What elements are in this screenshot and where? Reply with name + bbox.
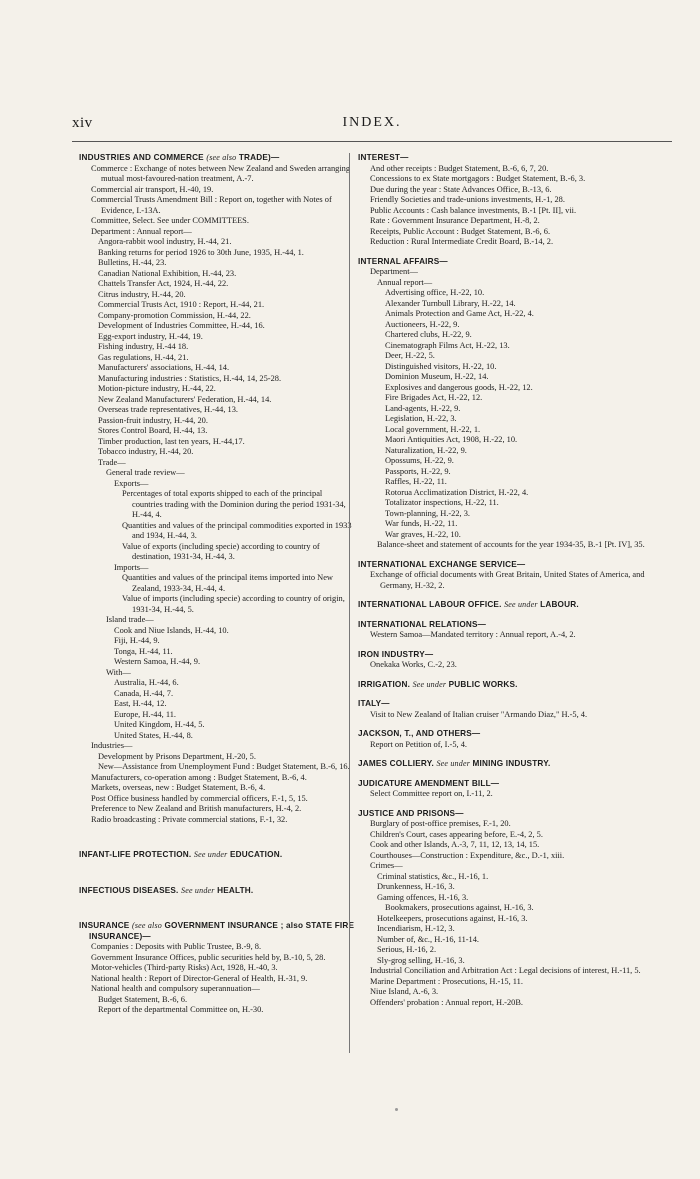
index-subentry: Preference to New Zealand and British manufacturers, H.-4, 2. (91, 804, 302, 813)
heading-text: INTERNAL AFFAIRS— (358, 256, 448, 266)
index-subentry: Imports— (114, 562, 149, 572)
index-entry (358, 680, 658, 691)
index-subentry: Radio broadcasting : Private commercial stations, F.-1, 32. (91, 814, 288, 824)
cross-ref-note: See under (436, 759, 471, 768)
heading-text: IRRIGATION. (358, 679, 411, 689)
index-subentry: Stores Control Board, H.-44, 13. (98, 426, 208, 435)
index-subentry: Fiji, H.-44, 9. (114, 636, 160, 645)
index-subentry: Courthouses—Construction : Expenditure, &c., D.-1, xiii. (370, 850, 565, 860)
index-subentry: Tobacco industry, H.-44, 20. (98, 447, 194, 456)
cross-ref-note: See under (504, 600, 538, 609)
index-entry (79, 850, 355, 861)
heading-text: ITALY— (358, 699, 390, 708)
heading-text: INTERNATIONAL LABOUR OFFICE. (358, 600, 502, 609)
index-subentry: Australia, H.-44, 6. (114, 678, 179, 687)
index-entry (358, 257, 658, 551)
entry-heading (358, 600, 658, 611)
index-subentry: Exchange of official documents with Great Britain, United States of America, and Germany, H.-32, 2. (370, 570, 645, 590)
index-subentry: Sly-grog selling, H.-16, 3. (377, 955, 465, 965)
index-subentry: Annual report— (377, 277, 433, 287)
index-subentry: Overseas trade representatives, H.-44, 13. (98, 405, 238, 414)
index-subentry: Quantities and values of the principal commodities exported in 1933 and 1934, H.-44, 3. (122, 520, 352, 540)
index-subentry: Onekaka Works, C.-2, 23. (370, 660, 457, 669)
index-subentry: Gaming offences, H.-16, 3. (377, 892, 469, 902)
heading-text: JACKSON, T., AND OTHERS— (358, 729, 481, 738)
index-subentry: Gas regulations, H.-44, 21. (98, 352, 189, 362)
index-subentry: United Kingdom, H.-44, 5. (114, 720, 205, 729)
entry-heading (79, 886, 355, 897)
cross-ref-target: TRADE)— (238, 153, 280, 162)
index-entry (358, 600, 658, 611)
index-subentry: Deer, H.-22, 5. (385, 351, 435, 360)
entry-spacer (79, 905, 355, 921)
index-subentry: New—Assistance from Unemployment Fund : Budget Statement, B.-6, 16. (98, 762, 350, 771)
index-subentry: Timber production, last ten years, H.-44,17. (98, 436, 245, 446)
right-column (358, 153, 658, 1017)
index-subentry: Totalizator inspections, H.-22, 11. (385, 498, 499, 507)
index-subentry: Motion-picture industry, H.-44, 22. (98, 384, 216, 393)
heading-text: JUDICATURE AMENDMENT BILL— (358, 778, 500, 788)
index-subentry: Hotelkeepers, prosecutions against, H.-16, 3. (377, 913, 528, 923)
index-subentry: Explosives and dangerous goods, H.-22, 12. (385, 382, 533, 392)
index-subentry: Land-agents, H.-22, 9. (385, 403, 461, 413)
index-entry (358, 650, 658, 671)
index-subentry: Commerce : Exchange of notes between New Zealand and Sweden arranging mutual most-favoured-nation treatment, A.-7. (91, 163, 351, 183)
cross-ref-note: See under (181, 885, 215, 895)
index-subentry: Budget Statement, B.-6, 6. (98, 994, 188, 1004)
index-subentry: Industrial Conciliation and Arbitration Act : Legal decisions of interest, H.-11, 5. (370, 966, 641, 975)
entry-heading (358, 779, 658, 790)
page-number: xiv (72, 115, 93, 131)
entry-spacer (79, 834, 355, 850)
index-subentry: Europe, H.-44, 11. (114, 709, 177, 719)
index-subentry: Reduction : Rural Intermediate Credit Board, B.-14, 2. (370, 237, 554, 246)
index-subentry: Island trade— (106, 615, 154, 624)
index-subentry: Dominion Museum, H.-22, 14. (385, 372, 489, 381)
index-entry (79, 153, 355, 825)
index-subentry: Company-promotion Commission, H.-44, 22. (98, 310, 251, 320)
index-subentry: Criminal statistics, &c., H.-16, 1. (377, 871, 489, 881)
index-subentry: Maori Antiquities Act, 1908, H.-22, 10. (385, 435, 518, 444)
page-title: INDEX. (342, 115, 402, 130)
index-subentry: Rate : Government Insurance Department, H.-8, 2. (370, 216, 540, 225)
index-subentry: Banking returns for period 1926 to 30th June, 1935, H.-44, 1. (98, 247, 304, 257)
index-entry (358, 699, 658, 720)
index-subentry: Value of imports (including specie) according to country of origin, 1931-34, H.-44, 5. (122, 594, 345, 614)
index-subentry: Marine Department : Prosecutions, H.-15, 11. (370, 976, 523, 986)
index-entry (358, 620, 658, 641)
index-subentry: Cinematograph Films Act, H.-22, 13. (385, 340, 510, 350)
index-subentry: Concessions to ex State mortgagors : Budget Statement, B.-6, 3. (370, 174, 586, 183)
cross-ref-target: LABOUR. (540, 600, 579, 609)
ink-mark (395, 1108, 398, 1111)
index-subentry: Committee, Select. See under COMMITTEES. (91, 216, 249, 225)
index-subentry: Fire Brigades Act, H.-22, 12. (385, 393, 483, 402)
entry-spacer (79, 870, 355, 886)
index-subentry: Town-planning, H.-22, 3. (385, 508, 471, 518)
index-subentry: Western Samoa—Mandated territory : Annual report, A.-4, 2. (370, 630, 576, 639)
index-subentry: Visit to New Zealand of Italian cruiser "Armando Diaz," H.-5, 4. (370, 709, 588, 719)
index-subentry: Serious, H.-16, 2. (377, 945, 437, 954)
index-subentry: With— (106, 667, 131, 677)
index-subentry: Department : Annual report— (91, 226, 192, 236)
index-subentry: War graves, H.-22, 10. (385, 529, 461, 539)
index-subentry: Friendly Societies and trade-unions investments, H.-1, 28. (370, 195, 565, 204)
index-subentry: Public Accounts : Cash balance investments, B.-1 [Pt. II], vii. (370, 205, 577, 215)
index-subentry: Alexander Turnbull Library, H.-22, 14. (385, 298, 516, 308)
index-subentry: Angora-rabbit wool industry, H.-44, 21. (98, 237, 232, 246)
cross-ref-target: HEALTH. (217, 885, 254, 895)
heading-text: JUSTICE AND PRISONS— (358, 808, 464, 818)
entry-heading (358, 650, 658, 661)
index-subentry: Incendiarism, H.-12, 3. (377, 924, 455, 933)
page-header (72, 115, 672, 137)
entry-heading (358, 257, 658, 268)
index-subentry: Percentages of total exports shipped to each of the principal countries trading with the Dominion during the period 1931-34, H.-44, 4. (122, 489, 346, 519)
index-subentry: And other receipts : Budget Statement, B.-6, 6, 7, 20. (370, 163, 549, 173)
index-subentry: General trade review— (106, 468, 185, 477)
index-subentry: New Zealand Manufacturers' Federation, H.-44, 14. (98, 394, 272, 404)
index-subentry: Citrus industry, H.-44, 20. (98, 289, 186, 299)
index-subentry: Crimes— (370, 861, 403, 870)
index-subentry: Exports— (114, 478, 149, 488)
entry-heading (358, 759, 658, 770)
entry-heading (79, 153, 355, 164)
index-subentry: Development of Industries Committee, H.-44, 16. (98, 321, 265, 330)
index-subentry: Animals Protection and Game Act, H.-22, 4. (385, 309, 534, 318)
entry-heading (358, 153, 658, 164)
index-subentry: Cook and other Islands, A.-3, 7, 11, 12, 13, 14, 15. (370, 840, 540, 849)
index-subentry: War funds, H.-22, 11. (385, 519, 458, 528)
index-subentry: Department— (370, 267, 418, 276)
index-subentry: Auctioneers, H.-22, 9. (385, 319, 460, 329)
index-subentry: Offenders' probation : Annual report, H.-20B. (370, 997, 524, 1007)
index-subentry: Canada, H.-44, 7. (114, 688, 174, 698)
index-subentry: National health : Report of Director-General of Health, H.-31, 9. (91, 973, 308, 983)
index-entry (358, 560, 658, 592)
index-subentry: East, H.-44, 12. (114, 699, 167, 708)
entry-heading (358, 729, 658, 740)
index-subentry: Advertising office, H.-22, 10. (385, 288, 485, 297)
heading-text: INDUSTRIES AND COMMERCE (79, 153, 204, 162)
index-subentry: Tonga, H.-44, 11. (114, 646, 173, 656)
index-subentry: Markets, overseas, new : Budget Statement, B.-6, 4. (91, 783, 266, 792)
index-subentry: Raffles, H.-22, 11. (385, 477, 447, 486)
index-subentry: Receipts, Public Account : Budget Statement, B.-6, 6. (370, 226, 551, 236)
index-subentry: Select Committee report on, I.-11, 2. (370, 789, 493, 798)
index-subentry: Motor-vehicles (Third-party Risks) Act, 1928, H.-40, 3. (91, 963, 278, 972)
cross-ref-note: (see also (131, 921, 162, 930)
cross-ref-target: GOVERNMENT INSURANCE ; also STATE FIRE INSURANCE)— (89, 921, 355, 941)
index-entry (79, 921, 355, 1016)
cross-ref-target: MINING INDUSTRY. (472, 759, 551, 768)
heading-text: JAMES COLLIERY. (358, 759, 434, 768)
index-subentry: Companies : Deposits with Public Trustee, B.-9, 8. (91, 942, 262, 951)
index-subentry: Report of the departmental Committee on, H.-30. (98, 1005, 264, 1014)
index-entry (358, 759, 658, 770)
cross-ref-target: EDUCATION. (229, 850, 283, 859)
index-subentry: Distinguished visitors, H.-22, 10. (385, 361, 497, 371)
heading-text: INSURANCE (79, 921, 130, 930)
index-subentry: Commercial air transport, H.-40, 19. (91, 184, 214, 194)
index-subentry: Passports, H.-22, 9. (385, 466, 451, 476)
index-entry (358, 779, 658, 800)
index-subentry: Cook and Niue Islands, H.-44, 10. (114, 625, 229, 635)
heading-text: INFANT-LIFE PROTECTION. (79, 850, 192, 859)
index-subentry: Quantities and values of the principal items imported into New Zealand, 1933-34, H.-44, 4. (122, 573, 333, 593)
index-subentry: Report on Petition of, I.-5, 4. (370, 739, 467, 749)
index-subentry: Commercial Trusts Act, 1910 : Report, H.-44, 21. (98, 300, 265, 309)
index-subentry: Government Insurance Offices, public securities held by, B.-10, 5, 28. (91, 952, 326, 962)
heading-text: INTERNATIONAL RELATIONS— (358, 619, 487, 629)
heading-text: IRON INDUSTRY— (358, 649, 434, 659)
index-subentry: Commercial Trusts Amendment Bill : Report on, together with Notes of Evidence, I.-13A. (91, 195, 332, 215)
index-subentry: Manufacturing industries : Statistics, H.-44, 14, 25-28. (98, 373, 282, 383)
index-subentry: Children's Court, cases appearing before, E.-4, 2, 5. (370, 829, 543, 839)
index-subentry: United States, H.-44, 8. (114, 730, 193, 740)
index-subentry: Industries— (91, 741, 133, 750)
index-subentry: Naturalization, H.-22, 9. (385, 445, 467, 455)
index-subentry: Due during the year : State Advances Office, B.-13, 6. (370, 184, 552, 194)
left-column (79, 153, 355, 1025)
index-subentry: Chartered clubs, H.-22, 9. (385, 330, 472, 339)
index-entry (358, 729, 658, 750)
index-subentry: Post Office business handled by commercial officers, F.-1, 5, 15. (91, 793, 308, 803)
index-subentry: Manufacturers' associations, H.-44, 14. (98, 363, 230, 372)
index-subentry: Egg-export industry, H.-44, 19. (98, 331, 203, 341)
index-entry (358, 809, 658, 1009)
index-subentry: Drunkenness, H.-16, 3. (377, 882, 455, 891)
entry-heading (358, 680, 658, 691)
index-subentry: Opossums, H.-22, 9. (385, 456, 454, 465)
entry-heading (358, 560, 658, 571)
index-subentry: National health and compulsory superannuation— (91, 984, 260, 993)
index-subentry: Local government, H.-22, 1. (385, 424, 481, 434)
index-subentry: Value of exports (including specie) according to country of destination, 1931-34, H.-44, 3. (122, 541, 320, 561)
index-subentry: Rotorua Acclimatization District, H.-22, 4. (385, 487, 529, 497)
column-divider (349, 153, 350, 1053)
heading-text: INTEREST— (358, 153, 409, 162)
index-subentry: Niue Island, A.-6, 3. (370, 987, 439, 996)
entry-heading (358, 620, 658, 631)
index-subentry: Legislation, H.-22, 3. (385, 414, 457, 423)
entry-heading (358, 809, 658, 820)
index-entry (79, 886, 355, 897)
index-subentry: Fishing industry, H.-44 18. (98, 342, 189, 351)
cross-ref-target: PUBLIC WORKS. (448, 679, 518, 689)
index-subentry: Bookmakers, prosecutions against, H.-16, 3. (385, 903, 534, 912)
heading-text: INTERNATIONAL EXCHANGE SERVICE— (358, 559, 526, 569)
index-subentry: Burglary of post-office premises, F.-1, 20. (370, 819, 511, 828)
entry-heading (79, 921, 355, 942)
index-subentry: Development by Prisons Department, H.-20, 5. (98, 751, 256, 761)
header-rule (72, 141, 672, 142)
cross-ref-note: See under (193, 850, 228, 859)
index-entry (358, 153, 658, 248)
cross-ref-note: (see also (206, 153, 237, 162)
index-subentry: Bulletins, H.-44, 23. (98, 258, 167, 267)
index-subentry: Passion-fruit industry, H.-44, 20. (98, 415, 208, 425)
index-subentry: Trade— (98, 457, 126, 467)
index-subentry: Balance-sheet and statement of accounts for the year 1934-35, B.-1 [Pt. IV], 35. (377, 540, 645, 549)
heading-text: INFECTIOUS DISEASES. (79, 885, 179, 895)
index-subentry: Canadian National Exhibition, H.-44, 23. (98, 268, 237, 278)
index-subentry: Number of, &c., H.-16, 11-14. (377, 934, 480, 944)
cross-ref-note: See under (412, 679, 447, 689)
index-subentry: Chattels Transfer Act, 1924, H.-44, 22. (98, 279, 229, 288)
entry-heading (358, 699, 658, 710)
entry-heading (79, 850, 355, 861)
index-subentry: Manufacturers, co-operation among : Budget Statement, B.-6, 4. (91, 772, 307, 782)
index-subentry: Western Samoa, H.-44, 9. (114, 657, 201, 666)
